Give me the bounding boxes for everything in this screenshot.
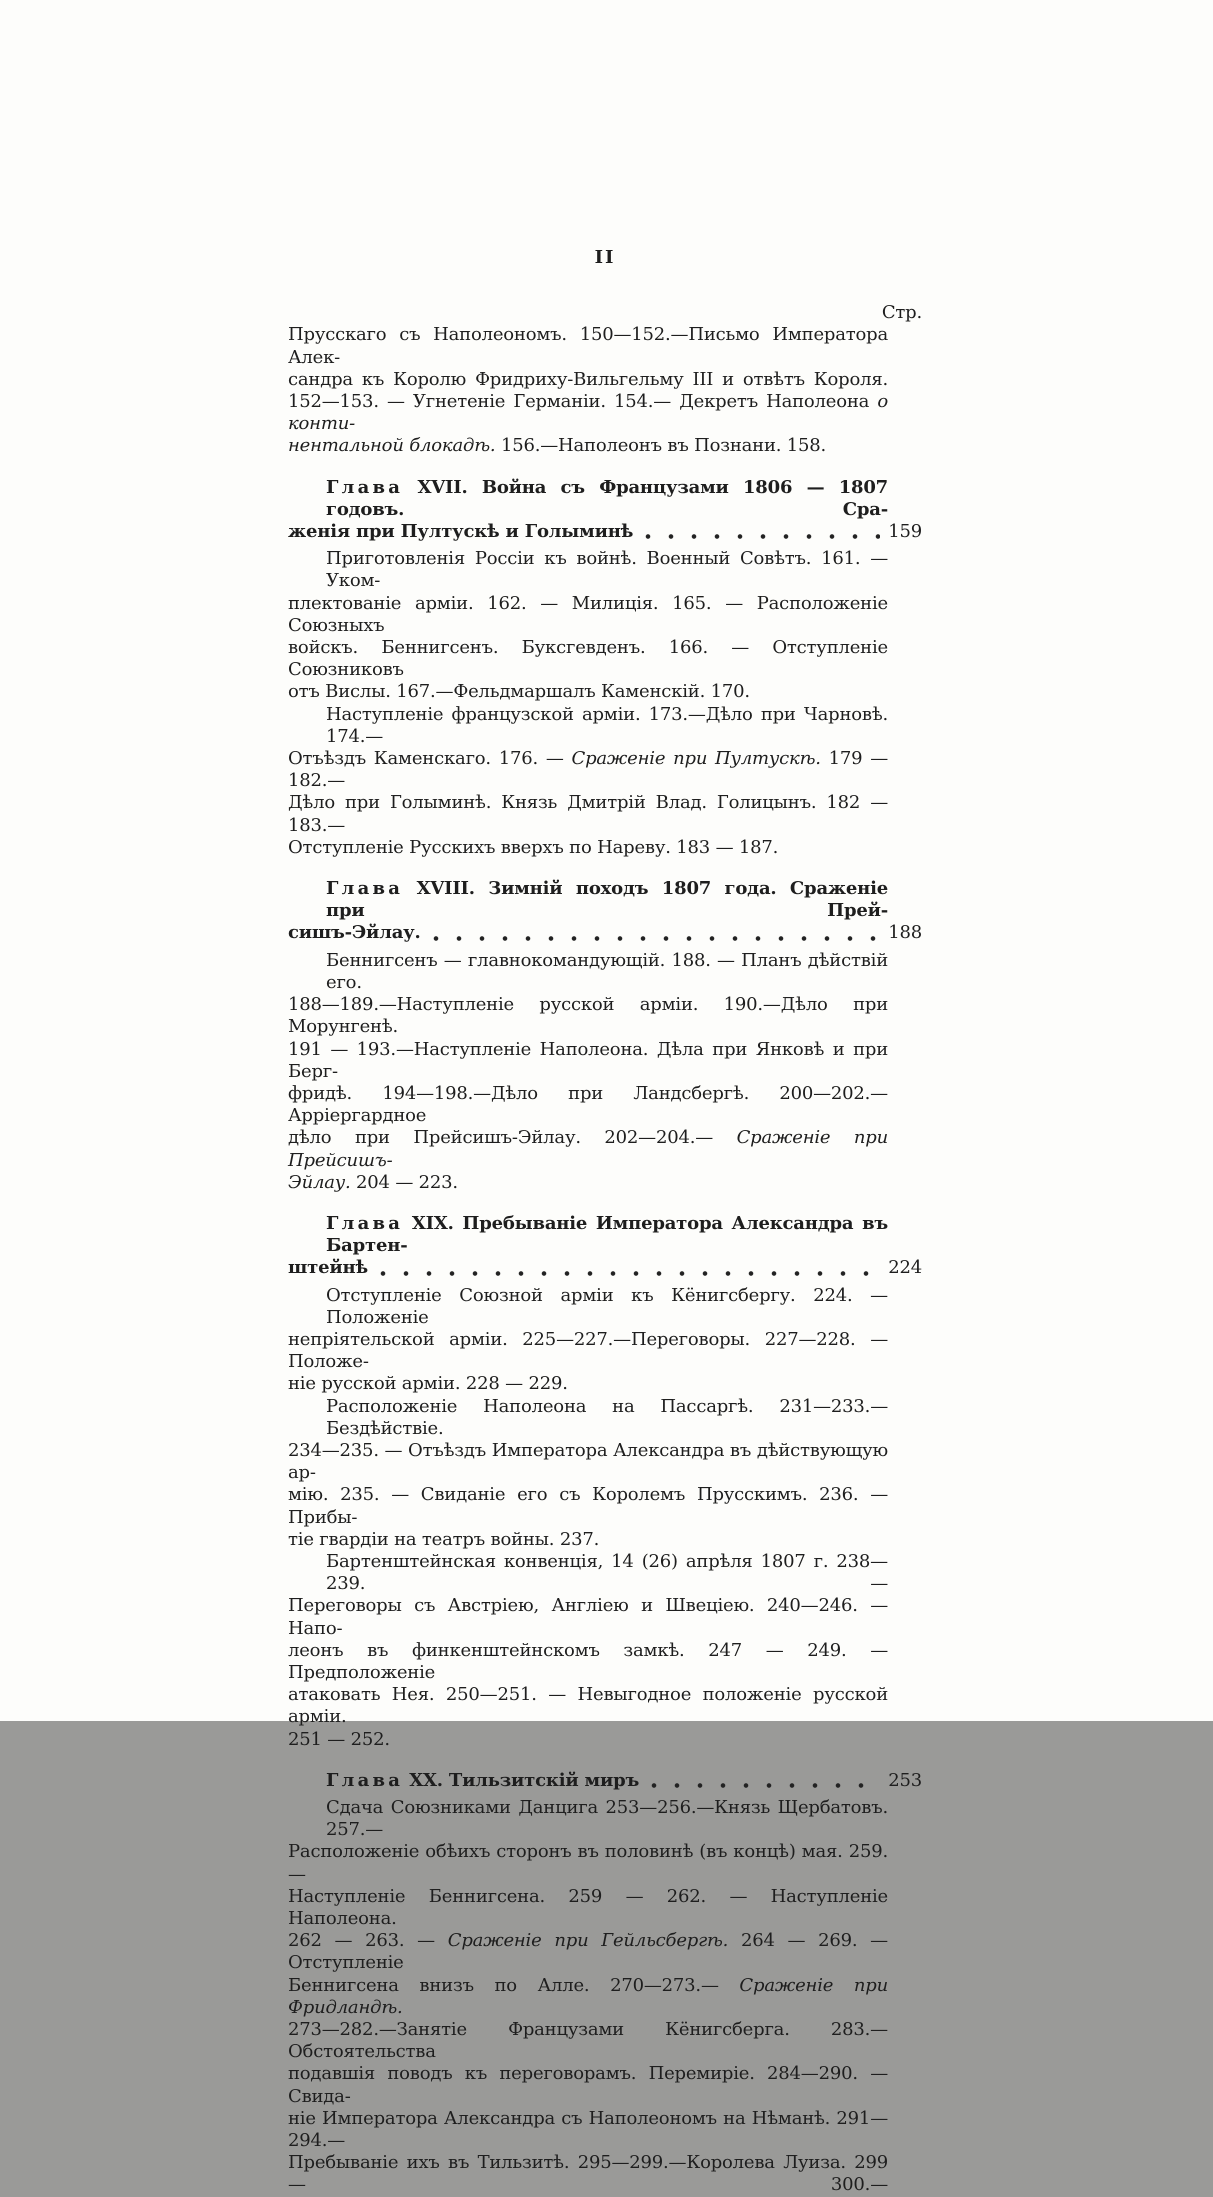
toc-line [288,369,922,391]
text-run: Глава [326,1212,404,1234]
toc-line [288,477,922,521]
text-run: 179 — 182.— [288,748,888,792]
dot-leader [651,1782,880,1789]
toc-line [288,1213,922,1257]
text-run: 262 — 263. — [288,1930,448,1952]
toc-line-text [288,1257,368,1279]
toc-line-text [288,1930,888,1973]
text-run: Отступленіе Русскихъ вверхъ по Нареву. 183 — 187. [288,836,779,858]
toc-line-text [288,521,633,543]
toc-line-text [288,837,778,858]
italic-run: Эйлау. [288,1171,351,1193]
text-run: сандра къ Королю Фридриху-Вильгельму III и отвѣтъ Короля. [288,368,888,390]
text-run: 204 — 223. [350,1171,458,1193]
toc-line [288,1529,922,1551]
text-run: атаковать Нея. 250—251. — Невыгодное положеніе русской арміи. [288,1684,888,1728]
text-run: 234—235. — Отъѣздъ Императора Александра въ дѣйствующую ар- [288,1439,888,1484]
toc-line [288,1595,922,1639]
toc-line-text [288,2019,888,2062]
toc-line [288,1373,922,1395]
dot-leader [380,1270,880,1277]
toc-line-text [288,1841,888,1884]
toc-line [288,1440,922,1484]
chapter-page-number: 224 [888,1257,922,1279]
toc-line-text [288,2063,888,2106]
text-run: дѣло при Прейсишъ-Эйлау. 202—204.— [288,1127,737,1149]
text-run: 188—189.—Наступленіе русской арміи. 190.—Дѣло при Морунгенѣ. [288,994,888,1038]
toc-line [288,994,922,1038]
toc-line [288,2152,922,2196]
page-folio: II [594,247,616,268]
text-run: Отъѣздъ Каменскаго. 176. — [288,748,572,770]
toc-line-text [326,1285,888,1328]
toc-line [288,2063,922,2107]
toc-line-text [288,1373,568,1394]
dot-leader [645,533,880,540]
toc-line-text [288,681,750,702]
text-run: подавшія поводъ къ переговорамъ. Перемиріе. 284—290. — Свида- [288,2063,888,2107]
toc-line-text [326,548,888,591]
text-run: Расположеніе Наполеона на Пассаргѣ. 231—233.—Бездѣйствіе. [326,1395,888,1439]
chapter-page-number: 188 [888,922,922,944]
italic-run: Сраженіе при Фридландѣ. [288,1974,888,2018]
dot-leader [433,935,881,942]
toc-paragraph [288,704,922,859]
text-run: ніе русской арміи. 228 — 229. [288,1373,568,1395]
toc-line [288,2108,922,2152]
toc-line [288,1551,922,1595]
toc-line [288,1841,922,1885]
text-run: XVIII. Зимній походъ 1807 года. Сраженіе при Прей- [326,878,888,922]
toc-line-text [288,593,888,636]
text-run: фридѣ. 194—198.—Дѣло при Ландсбергѣ. 200—202.— Арріергардное [288,1082,888,1127]
text-run: Глава [326,476,404,498]
text-run: леонъ въ финкенштейнскомъ замкѣ. 247 — 249. — Предположеніе [288,1639,888,1683]
toc-line [288,681,922,703]
text-run: Прусскаго съ Наполеономъ. 150—152.—Письмо Императора Алек- [288,324,888,368]
toc-line [288,1484,922,1528]
text-run: Переговоры съ Австріею, Англіею и Швеціею. 240—246. — Напо- [288,1595,888,1639]
toc-paragraph [288,950,922,1194]
toc-line [288,1797,922,1841]
toc-line [288,704,922,748]
text-run: Отступленіе Союзной арміи къ Кёнигсбергу. 224. — Положеніе [326,1284,888,1328]
text-run: Расположеніе обѣихъ сторонъ въ половинѣ (въ концѣ) мая. 259.— [288,1841,888,1885]
toc-chapter-entry [288,477,922,544]
toc-line [288,1975,922,2019]
text-run: XIX. Пребываніе Императора Александра въ Бартен- [326,1212,888,1257]
toc-line [288,1257,922,1279]
toc-line [288,391,922,435]
toc-line-text [288,792,888,835]
toc-paragraph [288,1551,922,1751]
toc-line [288,1329,922,1373]
toc-line [288,1684,922,1728]
toc-line-text [288,1172,458,1193]
toc-line [288,1770,922,1792]
toc-line-text [288,1684,888,1727]
toc-line-text [288,1329,888,1372]
toc-line-text [288,1127,888,1170]
toc-line-text [288,922,421,944]
text-run: Глава [326,878,404,900]
text-run: сишъ-Эйлау. [288,922,421,944]
text-run: Сдача Союзниками Данцига 253—256.—Князь Щербатовъ. 257.— [326,1797,888,1841]
toc-line-text [288,1440,888,1483]
italic-run: нентальной блокадѣ. [288,435,496,457]
toc-line [288,2019,922,2063]
toc-chapter-entry [288,878,922,945]
toc-line [288,1729,922,1751]
text-run: штейнѣ [288,1257,368,1279]
toc-line-text [288,435,826,456]
toc-line-text [326,950,888,993]
toc-line-text [288,748,888,791]
toc-line-text [326,1213,888,1256]
toc-line-text [326,704,888,747]
italic-run: о конти- [288,391,888,435]
toc-line-text [288,1083,888,1126]
page-column-header: Стр. [881,302,922,324]
toc-line [288,1640,922,1684]
toc-line-text [288,369,888,390]
toc-line [288,1083,922,1127]
toc-chapter-entry [288,1770,922,1792]
text-run: 152—153. — Угнетеніе Германіи. 154.— Декретъ Наполеона [288,391,878,413]
toc-line-text [326,1396,888,1439]
toc-line-text [288,324,888,367]
toc-paragraph [288,548,922,703]
toc-line [288,637,922,681]
italic-run: Сраженіе при Пултускѣ. [571,748,821,770]
text-run: Беннигсенъ — главнокомандующій. 188. — Планъ дѣйствій его. [326,949,888,993]
toc-paragraph [288,1285,922,1396]
toc-line-text [288,1975,888,2018]
text-run: 156.—Наполеонъ въ Познани. 158. [495,435,827,457]
toc-line [288,1127,922,1171]
toc-line-text [288,994,888,1037]
toc-line [288,548,922,592]
text-run: XVII. Война съ Французами 1806 — 1807 годовъ. Сра- [326,476,888,520]
toc-line [288,521,922,543]
toc-chapter-entry [288,1213,922,1280]
toc-line [288,748,922,792]
toc-paragraph [288,1797,922,2197]
text-run: мію. 235. — Свиданіе его съ Королемъ Прусскимъ. 236. — Прибы- [288,1484,888,1528]
toc-line-text [326,1770,639,1792]
text-run: XX. Тильзитскій миръ [403,1769,640,1791]
toc-line-text [288,391,888,434]
toc-line-text [288,1640,888,1683]
toc-line-text [288,1039,888,1082]
toc-line [288,435,922,457]
text-run: 273—282.—Занятіе Французами Кёнигсберга. 283.—Обстоятельства [288,2019,888,2063]
text-run: войскъ. Беннигсенъ. Буксгевденъ. 166. — Отступленіе Союзниковъ [288,637,888,681]
toc-line [288,922,922,944]
page-content [288,247,922,2197]
toc-line-text [288,2108,888,2151]
text-run: 251 — 252. [288,1728,390,1750]
italic-run: Сраженіе при Прейсишъ- [288,1127,889,1171]
text-run: женія при Пултускѣ и Голыминѣ [288,521,634,543]
toc-line [288,1172,922,1194]
text-run: Беннигсена внизъ по Алле. 270—273.— [288,1974,740,1996]
toc-line-text [288,1595,888,1638]
toc-line-text [326,1797,888,1840]
toc-line [288,792,922,836]
toc-line [288,593,922,637]
toc-line [288,1396,922,1440]
toc-line [288,1039,922,1083]
text-run: 264 — 269. — Отступленіе [288,1930,888,1974]
toc-line-text [326,477,888,520]
text-run: Дѣло при Голыминѣ. Князь Дмитрій Влад. Голицынъ. 182 — 183.— [288,792,888,836]
text-run: Бартенштейнская конвенція, 14 (26) апрѣля 1807 г. 238—239. — [326,1550,888,1595]
text-run: 191 — 193.—Наступленіе Наполеона. Дѣла при Янковѣ и при Берг- [288,1038,888,1082]
toc-line-text [288,2152,888,2195]
toc-line-text [288,1729,390,1750]
chapter-page-number: 159 [888,521,922,543]
toc-line [288,878,922,922]
toc-paragraph [288,324,922,457]
toc-line-text [288,1886,888,1929]
toc-line [288,950,922,994]
text-run: тіе гвардіи на театръ войны. 237. [288,1528,600,1550]
text-run: плектованіе арміи. 162. — Милиція. 165. — Расположеніе Союзныхъ [288,592,888,636]
chapter-page-number: 253 [888,1769,922,1791]
text-run: Глава [326,1769,404,1791]
toc-line-text [288,637,888,680]
text-run: Наступленіе французской арміи. 173.—Дѣло при Чарновѣ. 174.— [326,703,888,747]
text-run: непріятельской арміи. 225—227.—Переговоры. 227—228. — Положе- [288,1328,888,1373]
text-run: Пребываніе ихъ въ Тильзитѣ. 295—299.—Королева Луиза. 299— 300.— [288,2152,888,2196]
toc-line-text [288,1484,888,1527]
toc-line-text [326,878,888,921]
text-run: Наступленіе Беннигсена. 259 — 262. — Наступленіе Наполеона. [288,1885,888,1930]
toc-line-text [288,1529,599,1550]
toc-line [288,1285,922,1329]
text-run: отъ Вислы. 167.—Фельдмаршалъ Каменскій. 170. [288,681,750,703]
toc-line-text [326,1551,888,1594]
toc-blocks [288,324,922,2196]
text-run: Приготовленія Россіи къ войнѣ. Военный Совѣтъ. 161. — Уком- [326,548,888,592]
text-run: ніе Императора Александра съ Наполеономъ на Нѣманѣ. 291—294.— [288,2107,888,2152]
toc-line [288,1930,922,1974]
toc-line [288,324,922,368]
toc-line [288,837,922,859]
toc-line [288,1886,922,1930]
italic-run: Сраженіе при Гейльсбергѣ. [447,1930,729,1952]
toc-paragraph [288,1396,922,1551]
